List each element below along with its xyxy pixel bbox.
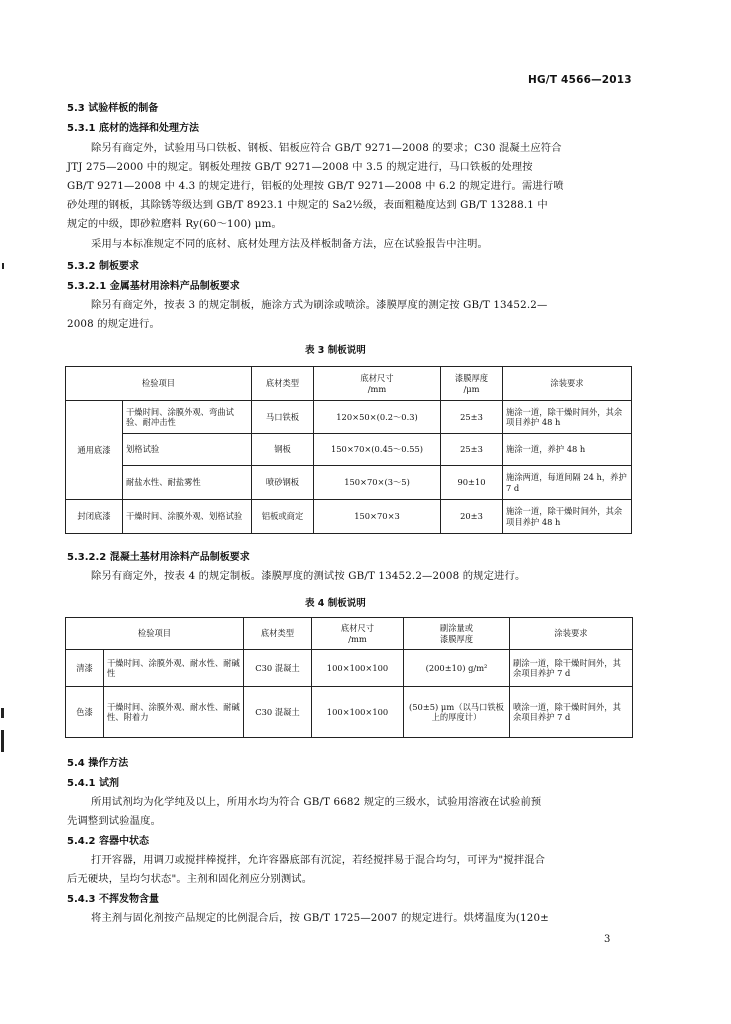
header-film-b: /μm — [463, 383, 480, 394]
table-header-row — [66, 367, 632, 401]
header-type: 底材类型 — [252, 367, 314, 401]
cell-item: 干燥时间、涂膜外观、耐水性、耐碱性 — [104, 650, 244, 687]
cell-item: 干燥时间、涂膜外观、耐水性、耐碱性、附着力 — [104, 687, 244, 738]
cell-req: 施涂一道，养护 48 h — [503, 434, 632, 466]
cell-type: 马口铁板 — [252, 401, 314, 434]
cell-size: 120×50×(0.2～0.3) — [314, 401, 441, 434]
cell-req: 施涂一道，除干燥时间外，其余项目养护 48 h — [503, 500, 632, 534]
section-5-3-2-title: 5.3.2 制板要求 — [67, 261, 139, 272]
standard-number: HG/T 4566—2013 — [528, 74, 632, 86]
group-label: 色漆 — [66, 687, 104, 738]
header-film-a: 漆膜厚度 — [454, 373, 489, 384]
scan-mark — [1, 708, 4, 718]
paragraph-line: GB/T 9271—2008 中 4.3 的规定进行，铝板的处理按 GB/T 9271—2008 中 6.2 的规定进行。需进行喷 — [67, 180, 564, 192]
group-label: 清漆 — [66, 650, 104, 687]
header-size-b: /mm — [348, 633, 367, 644]
cell-film: (50±5) μm（以马口铁板上的厚度计） — [404, 687, 510, 738]
section-5-3-1-title: 5.3.1 底材的选择和处理方法 — [67, 123, 199, 134]
cell-size: 150×70×3 — [314, 500, 441, 534]
group-label: 通用底漆 — [66, 401, 123, 500]
header-film — [441, 367, 503, 401]
header-size-b: /mm — [367, 383, 387, 394]
table-4 — [65, 617, 633, 738]
paragraph-line: 将主剂与固化剂按产品规定的比例混合后，按 GB/T 1725—2007 的规定进行。烘烤温度为(120± — [91, 912, 549, 924]
table-row — [66, 650, 633, 687]
cell-req: 喷涂一道，除干燥时间外，其余项目养护 7 d — [510, 687, 633, 738]
group-label: 封闭底漆 — [66, 500, 123, 534]
paragraph-line: 除另有商定外，按表 4 的规定制板。漆膜厚度的测试按 GB/T 13452.2—2008 的规定进行。 — [91, 570, 526, 582]
paragraph-line: 后无硬块，呈均匀状态"。主剂和固化剂应分别测试。 — [67, 873, 313, 885]
paragraph-line: 2008 的规定进行。 — [67, 318, 160, 330]
table-3 — [65, 366, 632, 534]
paragraph-line: 除另有商定外，按表 3 的规定制板，施涂方式为刷涂或喷涂。漆膜厚度的测定按 GB/T 13452.2— — [91, 299, 548, 311]
table-row — [66, 500, 632, 534]
cell-item: 干燥时间、涂膜外观、弯曲试验、耐冲击性 — [123, 401, 252, 434]
scan-mark — [1, 730, 4, 752]
header-film-a: 刷涂量或 — [439, 623, 474, 634]
table-row — [66, 434, 632, 466]
paragraph-line: 除另有商定外，试验用马口铁板、钢板、铝板应符合 GB/T 9271—2008 的要求；C30 混凝土应符合 — [91, 142, 562, 154]
header-req: 涂装要求 — [503, 367, 632, 401]
table-header-row — [66, 618, 633, 650]
table-3-caption: 表 3 制板说明 — [305, 345, 366, 356]
paragraph-line: 先调整到试验温度。 — [67, 815, 162, 827]
header-size-a: 底材尺寸 — [360, 373, 394, 384]
cell-film: 90±10 — [441, 466, 503, 500]
section-5-4-title: 5.4 操作方法 — [67, 758, 129, 769]
cell-type: 喷砂钢板 — [252, 466, 314, 500]
section-5-4-1-title: 5.4.1 试剂 — [67, 778, 119, 789]
paragraph-line: 打开容器，用调刀或搅拌棒搅拌，允许容器底部有沉淀，若经搅拌易于混合均匀，可评为"搅拌混合 — [91, 854, 546, 866]
cell-film: 25±3 — [441, 401, 503, 434]
cell-type: 钢板 — [252, 434, 314, 466]
table-row — [66, 466, 632, 500]
cell-film: (200±10) g/m² — [404, 650, 510, 687]
cell-type: C30 混凝土 — [244, 687, 312, 738]
header-req: 涂装要求 — [510, 618, 633, 650]
table-row — [66, 401, 632, 434]
cell-film: 20±3 — [441, 500, 503, 534]
cell-size: 150×70×(3～5) — [314, 466, 441, 500]
section-5-4-3-title: 5.4.3 不挥发物含量 — [67, 894, 159, 905]
header-size — [312, 618, 404, 650]
table-4-caption: 表 4 制板说明 — [305, 598, 366, 609]
cell-req: 施涂两道，每道间隔 24 h，养护 7 d — [503, 466, 632, 500]
header-item: 检验项目 — [66, 367, 252, 401]
cell-type: C30 混凝土 — [244, 650, 312, 687]
header-item: 检验项目 — [66, 618, 244, 650]
paragraph-line: JTJ 275—2000 中的规定。钢板处理按 GB/T 9271—2008 中 3.5 的规定进行，马口铁板的处理按 — [67, 161, 533, 173]
section-5-4-2-title: 5.4.2 容器中状态 — [67, 836, 149, 847]
cell-req: 刷涂一道，除干燥时间外，其余项目养护 7 d — [510, 650, 633, 687]
cell-size: 150×70×(0.45～0.55) — [314, 434, 441, 466]
header-size — [314, 367, 441, 401]
header-type: 底材类型 — [244, 618, 312, 650]
paragraph-line: 砂处理的钢板，其除锈等级达到 GB/T 8923.1 中规定的 Sa2½级，表面粗糙度达到 GB/T 13288.1 中 — [67, 199, 548, 211]
scan-mark — [2, 263, 4, 269]
paragraph-line: 所用试剂均为化学纯及以上，所用水均为符合 GB/T 6682 规定的三级水，试验用溶液在试验前预 — [91, 796, 542, 808]
paragraph-line: 规定的中级，即砂粒磨料 Ry(60～100) μm。 — [67, 218, 282, 230]
cell-size: 100×100×100 — [312, 687, 404, 738]
cell-req: 施涂一道，除干燥时间外，其余项目养护 48 h — [503, 401, 632, 434]
cell-item: 划格试验 — [123, 434, 252, 466]
header-film — [404, 618, 510, 650]
header-size-a: 底材尺寸 — [340, 623, 375, 634]
cell-type: 铝板或商定 — [252, 500, 314, 534]
section-5-3-2-2-title: 5.3.2.2 混凝土基材用涂料产品制板要求 — [67, 552, 250, 563]
section-5-3-title: 5.3 试验样板的制备 — [67, 103, 159, 114]
page-number: 3 — [604, 934, 611, 945]
cell-size: 100×100×100 — [312, 650, 404, 687]
cell-item: 干燥时间、涂膜外观、划格试验 — [123, 500, 252, 534]
table-row — [66, 687, 633, 738]
cell-item: 耐盐水性、耐盐雾性 — [123, 466, 252, 500]
section-5-3-2-1-title: 5.3.2.1 金属基材用涂料产品制板要求 — [67, 281, 240, 292]
header-film-b: 漆膜厚度 — [439, 633, 474, 644]
paragraph-line: 采用与本标准规定不同的底材、底材处理方法及样板制备方法，应在试验报告中注明。 — [91, 238, 488, 250]
cell-film: 25±3 — [441, 434, 503, 466]
